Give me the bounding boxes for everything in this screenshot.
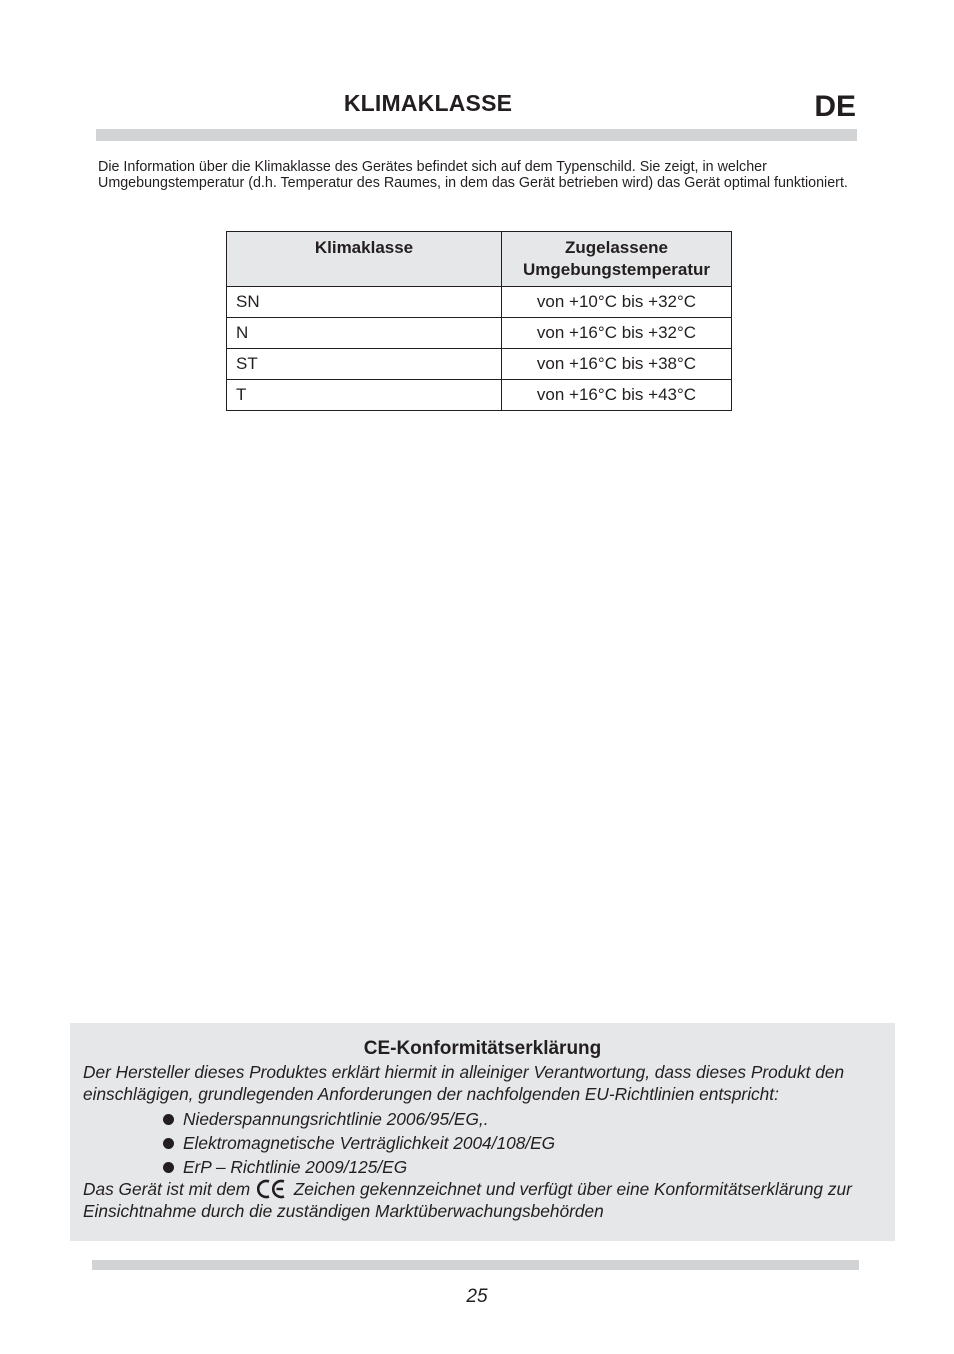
ce-declaration-title: CE-Konformitätserklärung (363, 1038, 602, 1059)
table-row (227, 318, 732, 349)
temperature-cell: von +16°C bis +38°C (502, 349, 732, 380)
class-cell: N (227, 318, 502, 349)
table-header-row (227, 232, 732, 287)
page-number: 25 (466, 1286, 488, 1307)
intro-paragraph: Die Information über die Klimaklasse des Gerätes befindet sich auf dem Typenschild. Sie zeigt, in welcher Umgebungstemperatur (d.h. Temperatur des Raumes, in dem das Gerät betrieben wird) das Gerät optimal funktioniert. (98, 159, 848, 191)
directive-list (163, 1107, 555, 1179)
language-code: DE (814, 90, 856, 123)
table-row (227, 349, 732, 380)
table-row (227, 380, 732, 411)
list-item (163, 1131, 555, 1155)
class-cell: T (227, 380, 502, 411)
table-row (227, 287, 732, 318)
class-cell: ST (227, 349, 502, 380)
column-header-temperature (502, 232, 732, 287)
footer-divider (92, 1260, 859, 1270)
ce-mark-icon (257, 1179, 287, 1199)
ce-outro-after: Zeichen gekennzeichnet und verfügt über eine Konformitätserklärung zur Einsichtnahme durch die zuständigen Marktüberwachungsbehörden (83, 1179, 852, 1221)
header-divider (96, 129, 857, 141)
column-header-temperature-line2: Umgebungstemperatur (522, 260, 711, 279)
temperature-cell: von +16°C bis +32°C (502, 318, 732, 349)
page-title: KLIMAKLASSE (343, 90, 513, 116)
bullet-icon (163, 1138, 174, 1149)
bullet-icon (163, 1114, 174, 1125)
bullet-icon (163, 1162, 174, 1173)
ce-declaration-intro: Der Hersteller dieses Produktes erklärt hiermit in alleiniger Verantwortung, dass dieses Produkt den einschlägigen, grundlegenden Anforderungen der nachfolgenden EU-Richtlinien entspricht: (83, 1062, 845, 1104)
directive-text: Elektromagnetische Verträglichkeit 2004/108/EG (183, 1133, 556, 1153)
column-header-class: Klimaklasse (227, 232, 502, 287)
climate-class-table (226, 231, 732, 411)
temperature-cell: von +10°C bis +32°C (502, 287, 732, 318)
ce-declaration-outro (83, 1178, 888, 1222)
directive-text: Niederspannungsrichtlinie 2006/95/EG,. (183, 1109, 489, 1129)
ce-outro-before: Das Gerät ist mit dem (83, 1179, 251, 1199)
directive-text: ErP – Richtlinie 2009/125/EG (183, 1157, 408, 1177)
class-cell: SN (227, 287, 502, 318)
list-item (163, 1155, 555, 1179)
list-item (163, 1107, 555, 1131)
temperature-cell: von +16°C bis +43°C (502, 380, 732, 411)
column-header-temperature-line1: Zugelassene (565, 238, 668, 257)
